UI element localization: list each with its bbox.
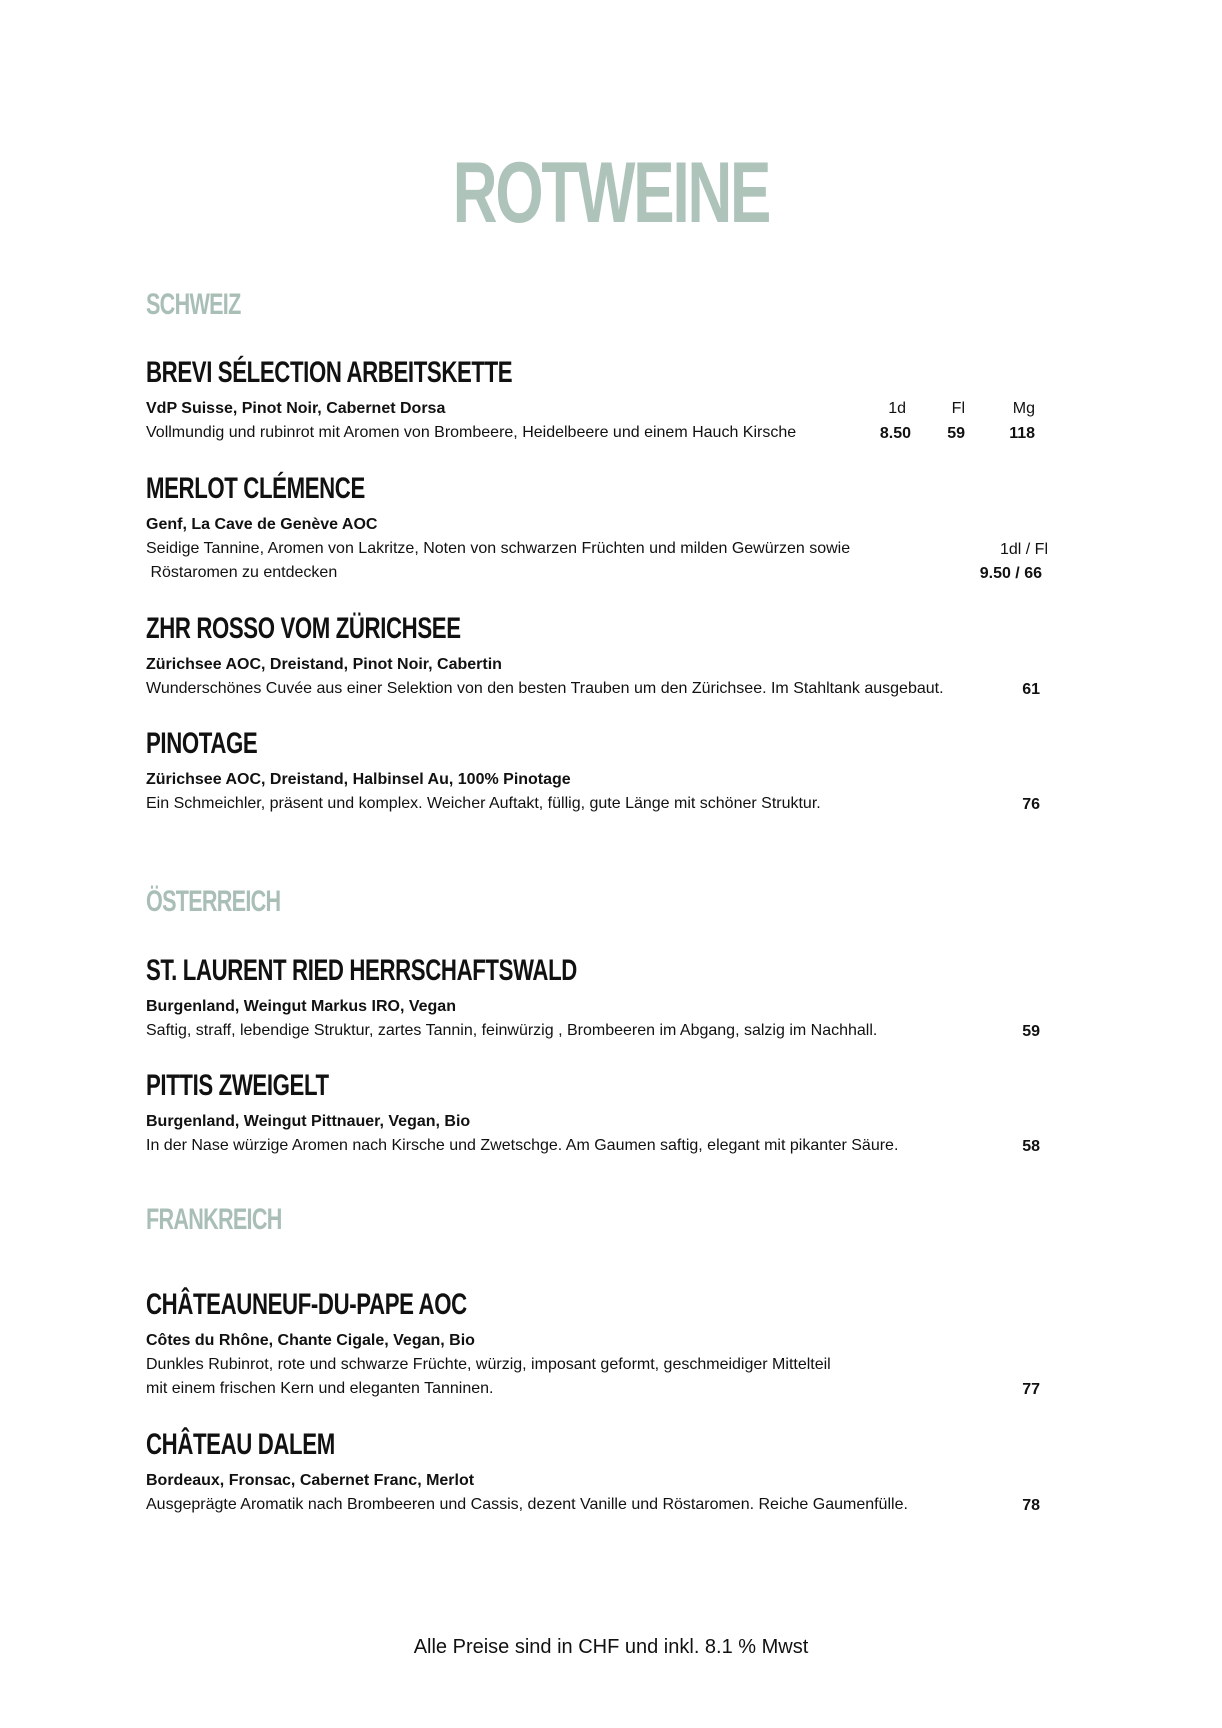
size-label-fl: Fl	[951, 400, 965, 417]
price: 78	[1022, 1497, 1040, 1514]
size-label: 1dl / Fl	[999, 541, 1048, 558]
price: 77	[1022, 1381, 1040, 1398]
wine-description-line: Röstaromen zu entdecken	[146, 564, 338, 581]
price-fl: 59	[947, 425, 965, 442]
section-heading-oesterreich: ÖSTERREICH	[146, 885, 281, 918]
wine-origin: Genf, La Cave de Genève AOC	[146, 516, 378, 533]
wine-name: CHÂTEAUNEUF-DU-PAPE AOC	[146, 1288, 467, 1321]
wine-description: In der Nase würzige Aromen nach Kirsche und Zwetschge. Am Gaumen saftig, elegant mit pikanter Säure.	[146, 1137, 899, 1154]
price: 59	[1022, 1023, 1040, 1040]
wine-description: Ein Schmeichler, präsent und komplex. Weicher Auftakt, füllig, gute Länge mit schöner Struktur.	[146, 795, 821, 812]
wine-name: CHÂTEAU DALEM	[146, 1428, 335, 1461]
wine-name: PITTIS ZWEIGELT	[146, 1069, 329, 1102]
price: 58	[1022, 1138, 1040, 1155]
wine-name: PINOTAGE	[146, 727, 258, 760]
wine-name: ST. LAURENT RIED HERRSCHAFTSWALD	[146, 954, 577, 987]
wine-origin: Zürichsee AOC, Dreistand, Pinot Noir, Cabertin	[146, 656, 502, 673]
wine-description: Ausgeprägte Aromatik nach Brombeeren und Cassis, dezent Vanille und Röstaromen. Reiche Gaumenfülle.	[146, 1496, 908, 1513]
price: 76	[1022, 796, 1040, 813]
price-mg: 118	[1009, 425, 1035, 442]
wine-origin: Bordeaux, Fronsac, Cabernet Franc, Merlot	[146, 1472, 475, 1489]
price: 61	[1022, 681, 1040, 698]
wine-description-line: Dunkles Rubinrot, rote und schwarze Früchte, würzig, imposant geformt, geschmeidiger Mittelteil	[146, 1356, 831, 1373]
wine-origin: VdP Suisse, Pinot Noir, Cabernet Dorsa	[146, 400, 446, 417]
wine-description: Saftig, straff, lebendige Struktur, zartes Tannin, feinwürzig , Brombeeren im Abgang, salzig im Nachhall.	[146, 1022, 878, 1039]
wine-description-line: Seidige Tannine, Aromen von Lakritze, Noten von schwarzen Früchten und milden Gewürzen sowie	[146, 540, 851, 557]
wine-description: Wunderschönes Cuvée aus einer Selektion von den besten Trauben um den Zürichsee. Im Stahltank ausgebaut.	[146, 680, 944, 697]
wine-origin: Côtes du Rhône, Chante Cigale, Vegan, Bio	[146, 1332, 475, 1349]
price-1d: 8.50	[879, 425, 911, 442]
wine-name: ZHR ROSSO VOM ZÜRICHSEE	[146, 612, 461, 645]
size-label-1d: 1d	[888, 400, 906, 417]
wine-description: Vollmundig und rubinrot mit Aromen von Brombeere, Heidelbeere und einem Hauch Kirsche	[146, 424, 797, 441]
size-label-mg: Mg	[1012, 400, 1035, 417]
wine-name: MERLOT CLÉMENCE	[146, 472, 365, 505]
wine-origin: Burgenland, Weingut Pittnauer, Vegan, Bio	[146, 1113, 471, 1130]
section-heading-schweiz: SCHWEIZ	[146, 288, 241, 321]
wine-origin: Burgenland, Weingut Markus IRO, Vegan	[146, 998, 456, 1015]
wine-name: BREVI SÉLECTION ARBEITSKETTE	[146, 356, 513, 389]
page-title: ROTWEINE	[452, 145, 770, 241]
wine-origin: Zürichsee AOC, Dreistand, Halbinsel Au, 100% Pinotage	[146, 771, 571, 788]
price-footnote: Alle Preise sind in CHF und inkl. 8.1 % Mwst	[413, 1636, 809, 1658]
price: 9.50 / 66	[979, 565, 1042, 582]
wine-description-line: mit einem frischen Kern und eleganten Tanninen.	[146, 1380, 494, 1397]
section-heading-frankreich: FRANKREICH	[146, 1203, 282, 1236]
